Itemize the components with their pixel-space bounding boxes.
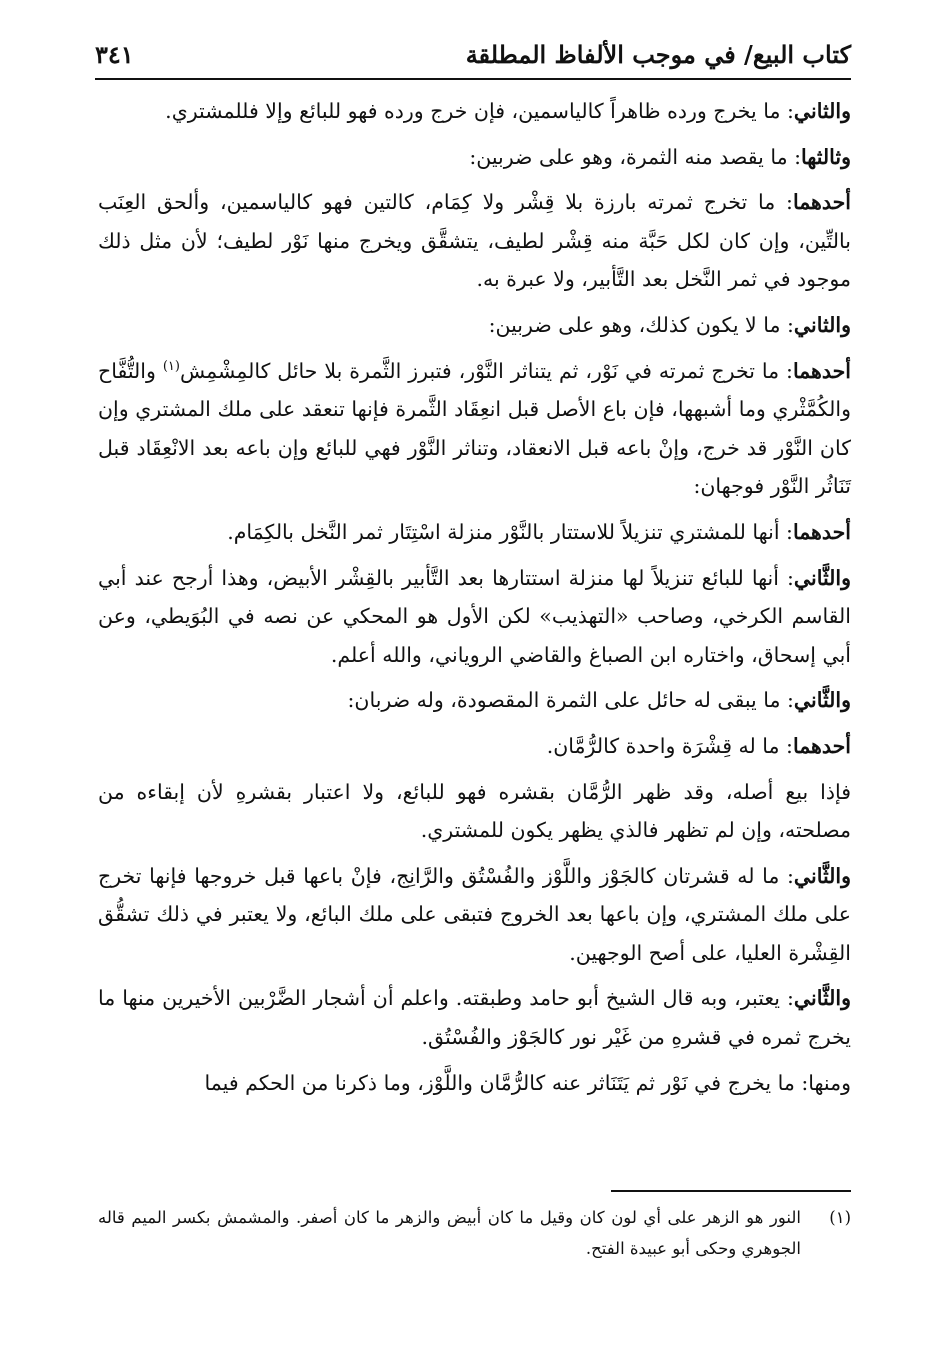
- paragraph: [98, 138, 851, 177]
- paragraph-text: : ما تخرج ثمرته بارزة بلا قِشْر ولا كِمَام، كالتين فهو كالياسمين، وألحق العِنَب بالتِّين، وإن كان لكل حَبَّة منه قِشْر لطيف، يتشقَّق ويخرج منها نَوْر لطيف؛ لأن مثل ذلك موجود في ثمر النَّخل بعد التَّأبير، ولا عبرة به.: [98, 190, 851, 292]
- paragraph: [98, 1064, 851, 1103]
- paragraph-text: : ما يقصد منه الثمرة، وهو على ضربين:: [469, 144, 802, 169]
- paragraph-lead: وثالثها: [801, 144, 851, 169]
- paragraph-text: : ما تخرج ثمرته في نَوْر، ثم يتناثر النَّوْر، فتبرز الثَّمرة بلا حائل كالمِشْمِش: [179, 358, 793, 383]
- paragraph: [98, 306, 851, 345]
- paragraph-text: : ما لا يكون كذلك، وهو على ضربين:: [488, 312, 794, 337]
- paragraph: [98, 857, 851, 973]
- paragraph-text: : يعتبر، وبه قال الشيخ أبو حامد وطبقته. واعلم أن أشجار الضَّرْبين الأخيرين منها ما يخرج ثمره في قشرهِ من غَيْر نور كالجَوْز والفُسْتُق.: [98, 986, 851, 1050]
- running-header: [95, 34, 851, 74]
- paragraph-text: : ما يبقى له حائل على الثمرة المقصودة، وله ضربان:: [347, 688, 794, 713]
- paragraph-lead: والثَّاني: [793, 863, 851, 888]
- page-number: ٣٤١: [95, 39, 134, 69]
- paragraph-text: : ما يخرج ورده ظاهراً كالياسمين، فإن خرج ورده فهو للبائع وإلا فللمشتري.: [165, 99, 794, 123]
- paragraph: [98, 773, 851, 850]
- paragraph-lead: أحدهما: [792, 519, 851, 544]
- paragraph-lead: والثاني: [793, 312, 851, 337]
- paragraph-lead: والثَّاني: [793, 565, 851, 590]
- paragraph-text: : ما له قِشْرَة واحدة كالرُّمَّان.: [546, 733, 793, 758]
- paragraph-text: : أنها للمشتري تنزيلاً للاستتار بالنَّوْر منزلة اسْتِتَار ثمر النَّخل بالكِمَام.: [227, 519, 793, 544]
- paragraph-lead: والثَّاني: [793, 986, 851, 1011]
- header-rule: [95, 78, 851, 80]
- paragraph: [98, 352, 851, 506]
- paragraph-lead: أحدهما: [792, 733, 851, 758]
- footnote-marker: (١): [162, 358, 180, 374]
- paragraph-lead: والثاني: [793, 99, 851, 123]
- footnote: [98, 1202, 851, 1264]
- paragraph-text: ومنها: ما يخرج في نَوْر ثم يَتَنَاثر عنه كالرُّمَّان واللَّوْز، وما ذكرنا من الحكم فيما: [204, 1070, 851, 1095]
- paragraph: [98, 92, 851, 131]
- paragraph-text: فإذا بيع أصله، وقد ظهر الرُّمَّان بقشره فهو للبائع، ولا اعتبار بقشرهِ لأن إبقاءه من مصلحته، وإن لم تظهر فالذي يظهر يكون للمشتري.: [98, 779, 851, 843]
- paragraph-lead: والثَّاني: [793, 688, 851, 713]
- paragraph: [98, 513, 851, 552]
- footnote-number: (١): [829, 1208, 851, 1227]
- paragraph-text: : أنها للبائع تنزيلاً لها منزلة استتارها بعد التَّأبير بالقِشْر الأبيض، وهذا أرجح عند أبي القاسم الكرخي، وصاحب «التهذيب» لكن الأول هو المحكي عن نصه في البُوَيطي، وعن أبي إسحاق، واختاره ابن الصباغ والقاضي الروياني، والله أعلم.: [98, 565, 851, 667]
- paragraph: [98, 559, 851, 675]
- paragraph-lead: أحدهما: [792, 358, 851, 383]
- footnote-text: النور هو الزهر على أي لون كان وقيل ما كان أبيض والزهر ما كان أصفر. والمشمش بكسر الميم قاله الجوهري وحكى أبو عبيدة الفتح.: [98, 1208, 801, 1258]
- paragraph: [98, 727, 851, 766]
- paragraph: [98, 979, 851, 1056]
- paragraph-lead: أحدهما: [792, 190, 851, 215]
- paragraph: [98, 681, 851, 720]
- header-title: كتاب البيع/ في موجب الألفاظ المطلقة: [465, 39, 851, 69]
- footnote-rule: [611, 1190, 851, 1192]
- paragraph-text-continued: والتُّفَّاح والكُمَّثْري وما أشبهها، فإن باع الأصل قبل انعِقَاد الثَّمرة فإنها تنعقد على ملك المشتري وإن كان النَّوْر قد خرج، وإنْ باعه قبل الانعقاد، وتناثر النَّوْر فهي للبائع وإن باعه بعد الانْعِقَاد قبل تَنَاثُر النَّوْر فوجهان:: [98, 358, 851, 499]
- main-text: [98, 92, 851, 1109]
- paragraph: [98, 183, 851, 299]
- paragraph-text: : ما له قشرتان كالجَوْز واللَّوْز والفُسْتُق والرَّانِج، فإنْ باعها قبل خروجها فإنها تخرج على ملك المشتري، وإن باعها بعد الخروج فتبقى على ملك البائع، ولا يعتبر في ذلك تشقُّق القِشْرة العليا، على أصح الوجهين.: [98, 863, 851, 965]
